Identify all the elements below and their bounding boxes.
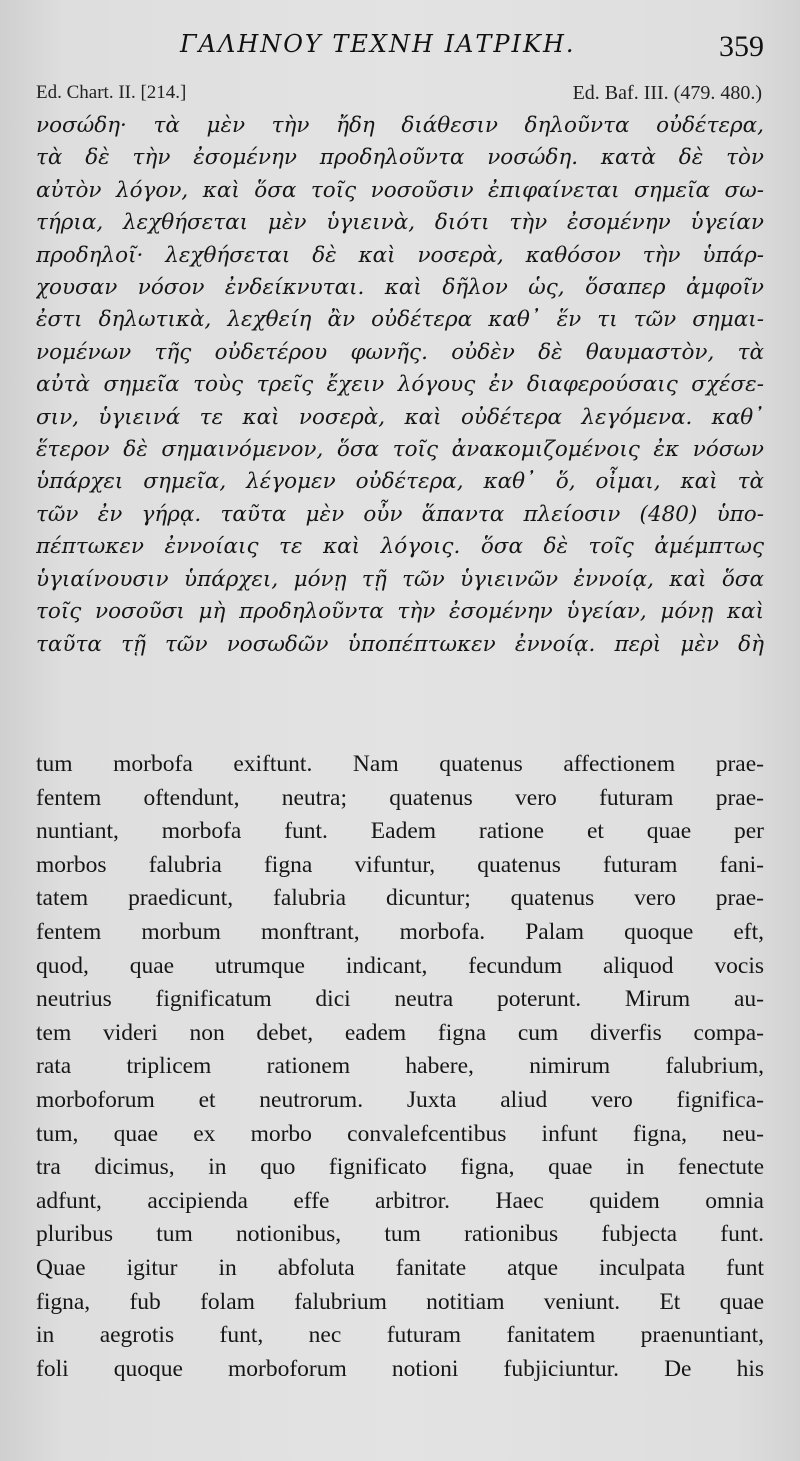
- latin-text-line: adfunt, accipienda effe arbitror. Haec quidem omnia: [36, 1187, 764, 1214]
- latin-text-line: pluribus tum notionibus, tum rationibus fubjecta funt.: [36, 1221, 764, 1248]
- latin-text-line: in aegrotis funt, nec futuram fanitatem praenuntiant,: [36, 1322, 764, 1349]
- latin-text-block: [36, 748, 764, 1386]
- latin-text-line: morbos falubria figna vifuntur, quatenus futuram fani-: [36, 851, 764, 878]
- greek-text-line: τοῖς νοσοῦσι μὴ προδηλοῦντα τὴν ἐσομένην ὑγείαν, μόνῃ καὶ: [36, 599, 764, 625]
- latin-text-line: tem videri non debet, eadem figna cum diverfis compa-: [36, 1019, 764, 1046]
- latin-text-line: figna, fub folam falubrium notitiam veniunt. Et quae: [36, 1288, 764, 1315]
- latin-text-line: tum, quae ex morbo convalefcentibus infunt figna, neu-: [36, 1120, 764, 1147]
- greek-text-line: νοσώδη· τὰ μὲν τὴν ἤδη διάθεσιν δηλοῦντα οὐδέτερα,: [36, 113, 764, 138]
- latin-text-line: foli quoque morboforum notioni fubjiciuntur. De his: [36, 1355, 764, 1382]
- greek-text-line: τήρια, λεχθήσεται μὲν ὑγιεινὰ, διότι τὴν ἐσομένην ὑγείαν: [36, 210, 764, 236]
- greek-text-line: τὰ δὲ τὴν ἐσομένην προδηλοῦντα νοσώδη. κατὰ δὲ τὸν: [36, 145, 764, 171]
- greek-text-line: ταῦτα τῇ τῶν νοσωδῶν ὑποπέπτωκεν ἐννοίᾳ. περὶ μὲν δὴ: [36, 631, 764, 657]
- edition-reference-right: Ed. Baf. III. (479. 480.): [572, 82, 762, 104]
- latin-text-line: neutrius fignificatum dici neutra poterunt. Mirum au-: [36, 986, 764, 1013]
- greek-text-line: ἐστι δηλωτικὰ, λεχθείη ἂν οὐδέτερα καθ᾽ ἕν τι τῶν σημαι-: [36, 307, 764, 333]
- greek-text-line: αὐτὸν λόγον, καὶ ὅσα τοῖς νοσοῦσιν ἐπιφαίνεται σημεῖα σω-: [36, 177, 764, 203]
- latin-text-line: tra dicimus, in quo fignificato figna, quae in fenectute: [36, 1154, 764, 1181]
- greek-text-line: ὑγιαίνουσιν ὑπάρχει, μόνῃ τῇ τῶν ὑγιεινῶν ἐννοίᾳ, καὶ ὅσα: [36, 566, 764, 592]
- latin-text-line: tum morbofa exiftunt. Nam quatenus affectionem prae-: [36, 751, 764, 777]
- latin-text-line: nuntiant, morbofa funt. Eadem ratione et quae per: [36, 818, 764, 845]
- greek-text-line: ὑπάρχει σημεῖα, λέγομεν οὐδέτερα, καθ᾽ ὅ, οἶμαι, καὶ τὰ: [36, 469, 764, 495]
- running-title: ΓΑΛΗΝΟΥ ΤΕΧΝΗ ΙΑΤΡΙΚΗ.: [180, 30, 576, 58]
- edition-reference-left: Ed. Chart. II. [214.]: [36, 82, 187, 103]
- latin-text-line: fentem morbum monftrant, morbofa. Palam quoque eft,: [36, 918, 764, 945]
- greek-text-line: πέπτωκεν ἐννοίαις τε καὶ λόγοις. ὅσα δὲ τοῖς ἀμέμπτως: [36, 534, 764, 560]
- latin-text-line: tatem praedicunt, falubria dicuntur; quatenus vero prae-: [36, 885, 764, 912]
- greek-text-line: χουσαν νόσον ἐνδείκνυται. καὶ δῆλον ὡς, ὅσαπερ ἀμφοῖν: [36, 275, 764, 301]
- page-number: 359: [719, 30, 764, 63]
- latin-text-line: Quae igitur in abfoluta fanitate atque inculpata funt: [36, 1254, 764, 1281]
- greek-text-line: τῶν ἐν γήρᾳ. ταῦτα μὲν οὖν ἅπαντα πλείοσιν (480) ὑπο-: [36, 501, 764, 527]
- greek-text-line: προδηλοῖ· λεχθήσεται δὲ καὶ νοσερὰ, καθόσον τὴν ὑπάρ-: [36, 242, 764, 268]
- greek-text-block: [36, 110, 764, 661]
- greek-text-line: αὐτὰ σημεῖα τοὺς τρεῖς ἔχειν λόγους ἐν διαφερούσαις σχέσε-: [36, 372, 764, 398]
- latin-text-line: morboforum et neutrorum. Juxta aliud vero fignifica-: [36, 1086, 764, 1113]
- greek-text-line: σιν, ὑγιεινά τε καὶ νοσερὰ, καὶ οὐδέτερα λεγόμενα. καθ᾽: [36, 404, 764, 430]
- greek-text-line: ἕτερον δὲ σημαινόμενον, ὅσα τοῖς ἀνακομιζομένοις ἐκ νόσων: [36, 437, 764, 463]
- latin-text-line: quod, quae utrumque indicant, fecundum aliquod vocis: [36, 952, 764, 979]
- latin-text-line: fentem oftendunt, neutra; quatenus vero futuram prae-: [36, 784, 764, 811]
- latin-text-line: rata triplicem rationem habere, nimirum falubrium,: [36, 1053, 764, 1080]
- greek-text-line: νομένων τῆς οὐδετέρου φωνῆς. οὐδὲν δὲ θαυμαστὸν, τὰ: [36, 339, 764, 365]
